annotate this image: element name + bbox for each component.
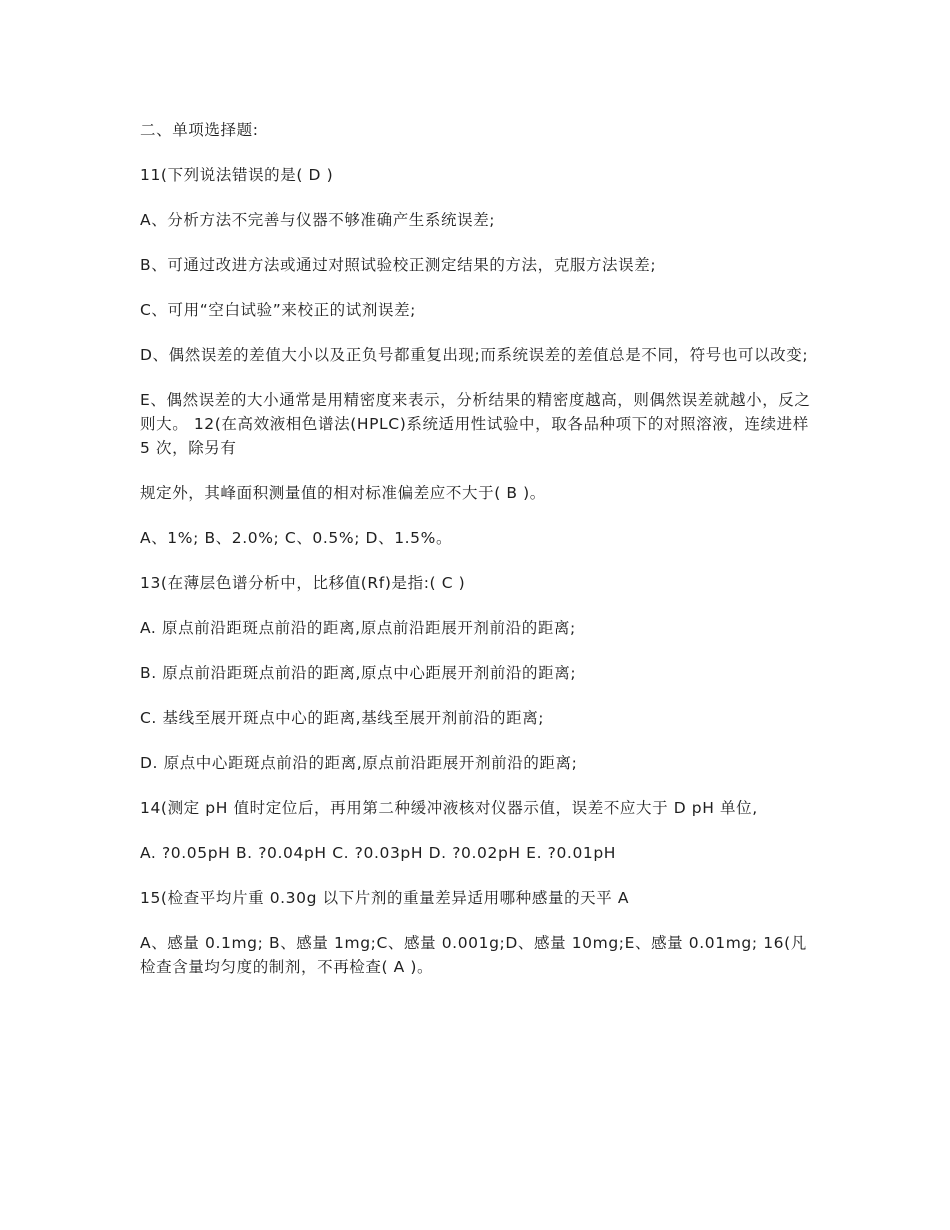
question-11: 11(下列说法错误的是( D ) — [140, 166, 334, 184]
section-heading: 二、单项选择题: — [140, 121, 259, 139]
question-15: 15(检查平均片重 0.30g 以下片剂的重量差异适用哪种感量的天平 A — [140, 889, 630, 907]
document-body — [140, 118, 820, 1000]
option-e-and-question-12: E、偶然误差的大小通常是用精密度来表示，分析结果的精密度越高，则偶然误差就越小，反之则大。 12(在高效液相色谱法(HPLC)系统适用性试验中，取各品种项下的对照溶液，连续进样 5 次，除另有 — [140, 391, 815, 457]
question-14: 14(测定 pH 值时定位后，再用第二种缓冲液核对仪器示值，误差不应大于 D pH 单位, — [140, 799, 758, 817]
question-13-option-a: A. 原点前沿距斑点前沿的距离,原点前沿距展开剂前沿的距离; — [140, 619, 576, 637]
option-d: D、偶然误差的差值大小以及正负号都重复出现;而系统误差的差值总是不同，符号也可以改变; — [140, 346, 809, 364]
option-c: C、可用“空白试验”来校正的试剂误差; — [140, 301, 417, 319]
question-13-option-d: D. 原点中心距斑点前沿的距离,原点前沿距展开剂前沿的距离; — [140, 754, 578, 772]
question-12-continued: 规定外，其峰面积测量值的相对标准偏差应不大于( B )。 — [140, 484, 546, 502]
option-a: A、分析方法不完善与仪器不够准确产生系统误差; — [140, 211, 496, 229]
question-15-options-and-question-16: A、感量 0.1mg; B、感量 1mg;C、感量 0.001g;D、感量 10mg;E、感量 0.01mg; 16(凡检查含量均匀度的制剂，不再检查( A )。 — [140, 934, 807, 976]
question-13-option-c: C. 基线至展开斑点中心的距离,基线至展开剂前沿的距离; — [140, 709, 545, 727]
question-13: 13(在薄层色谱分析中，比移值(Rf)是指:( C ) — [140, 574, 466, 592]
question-12-options: A、1%; B、2.0%; C、0.5%; D、1.5%。 — [140, 529, 453, 547]
question-13-option-b: B. 原点前沿距斑点前沿的距离,原点中心距展开剂前沿的距离; — [140, 664, 577, 682]
question-14-options: A. ?0.05pH B. ?0.04pH C. ?0.03pH D. ?0.02pH E. ?0.01pH — [140, 844, 617, 862]
option-b: B、可通过改进方法或通过对照试验校正测定结果的方法，克服方法误差; — [140, 256, 657, 274]
